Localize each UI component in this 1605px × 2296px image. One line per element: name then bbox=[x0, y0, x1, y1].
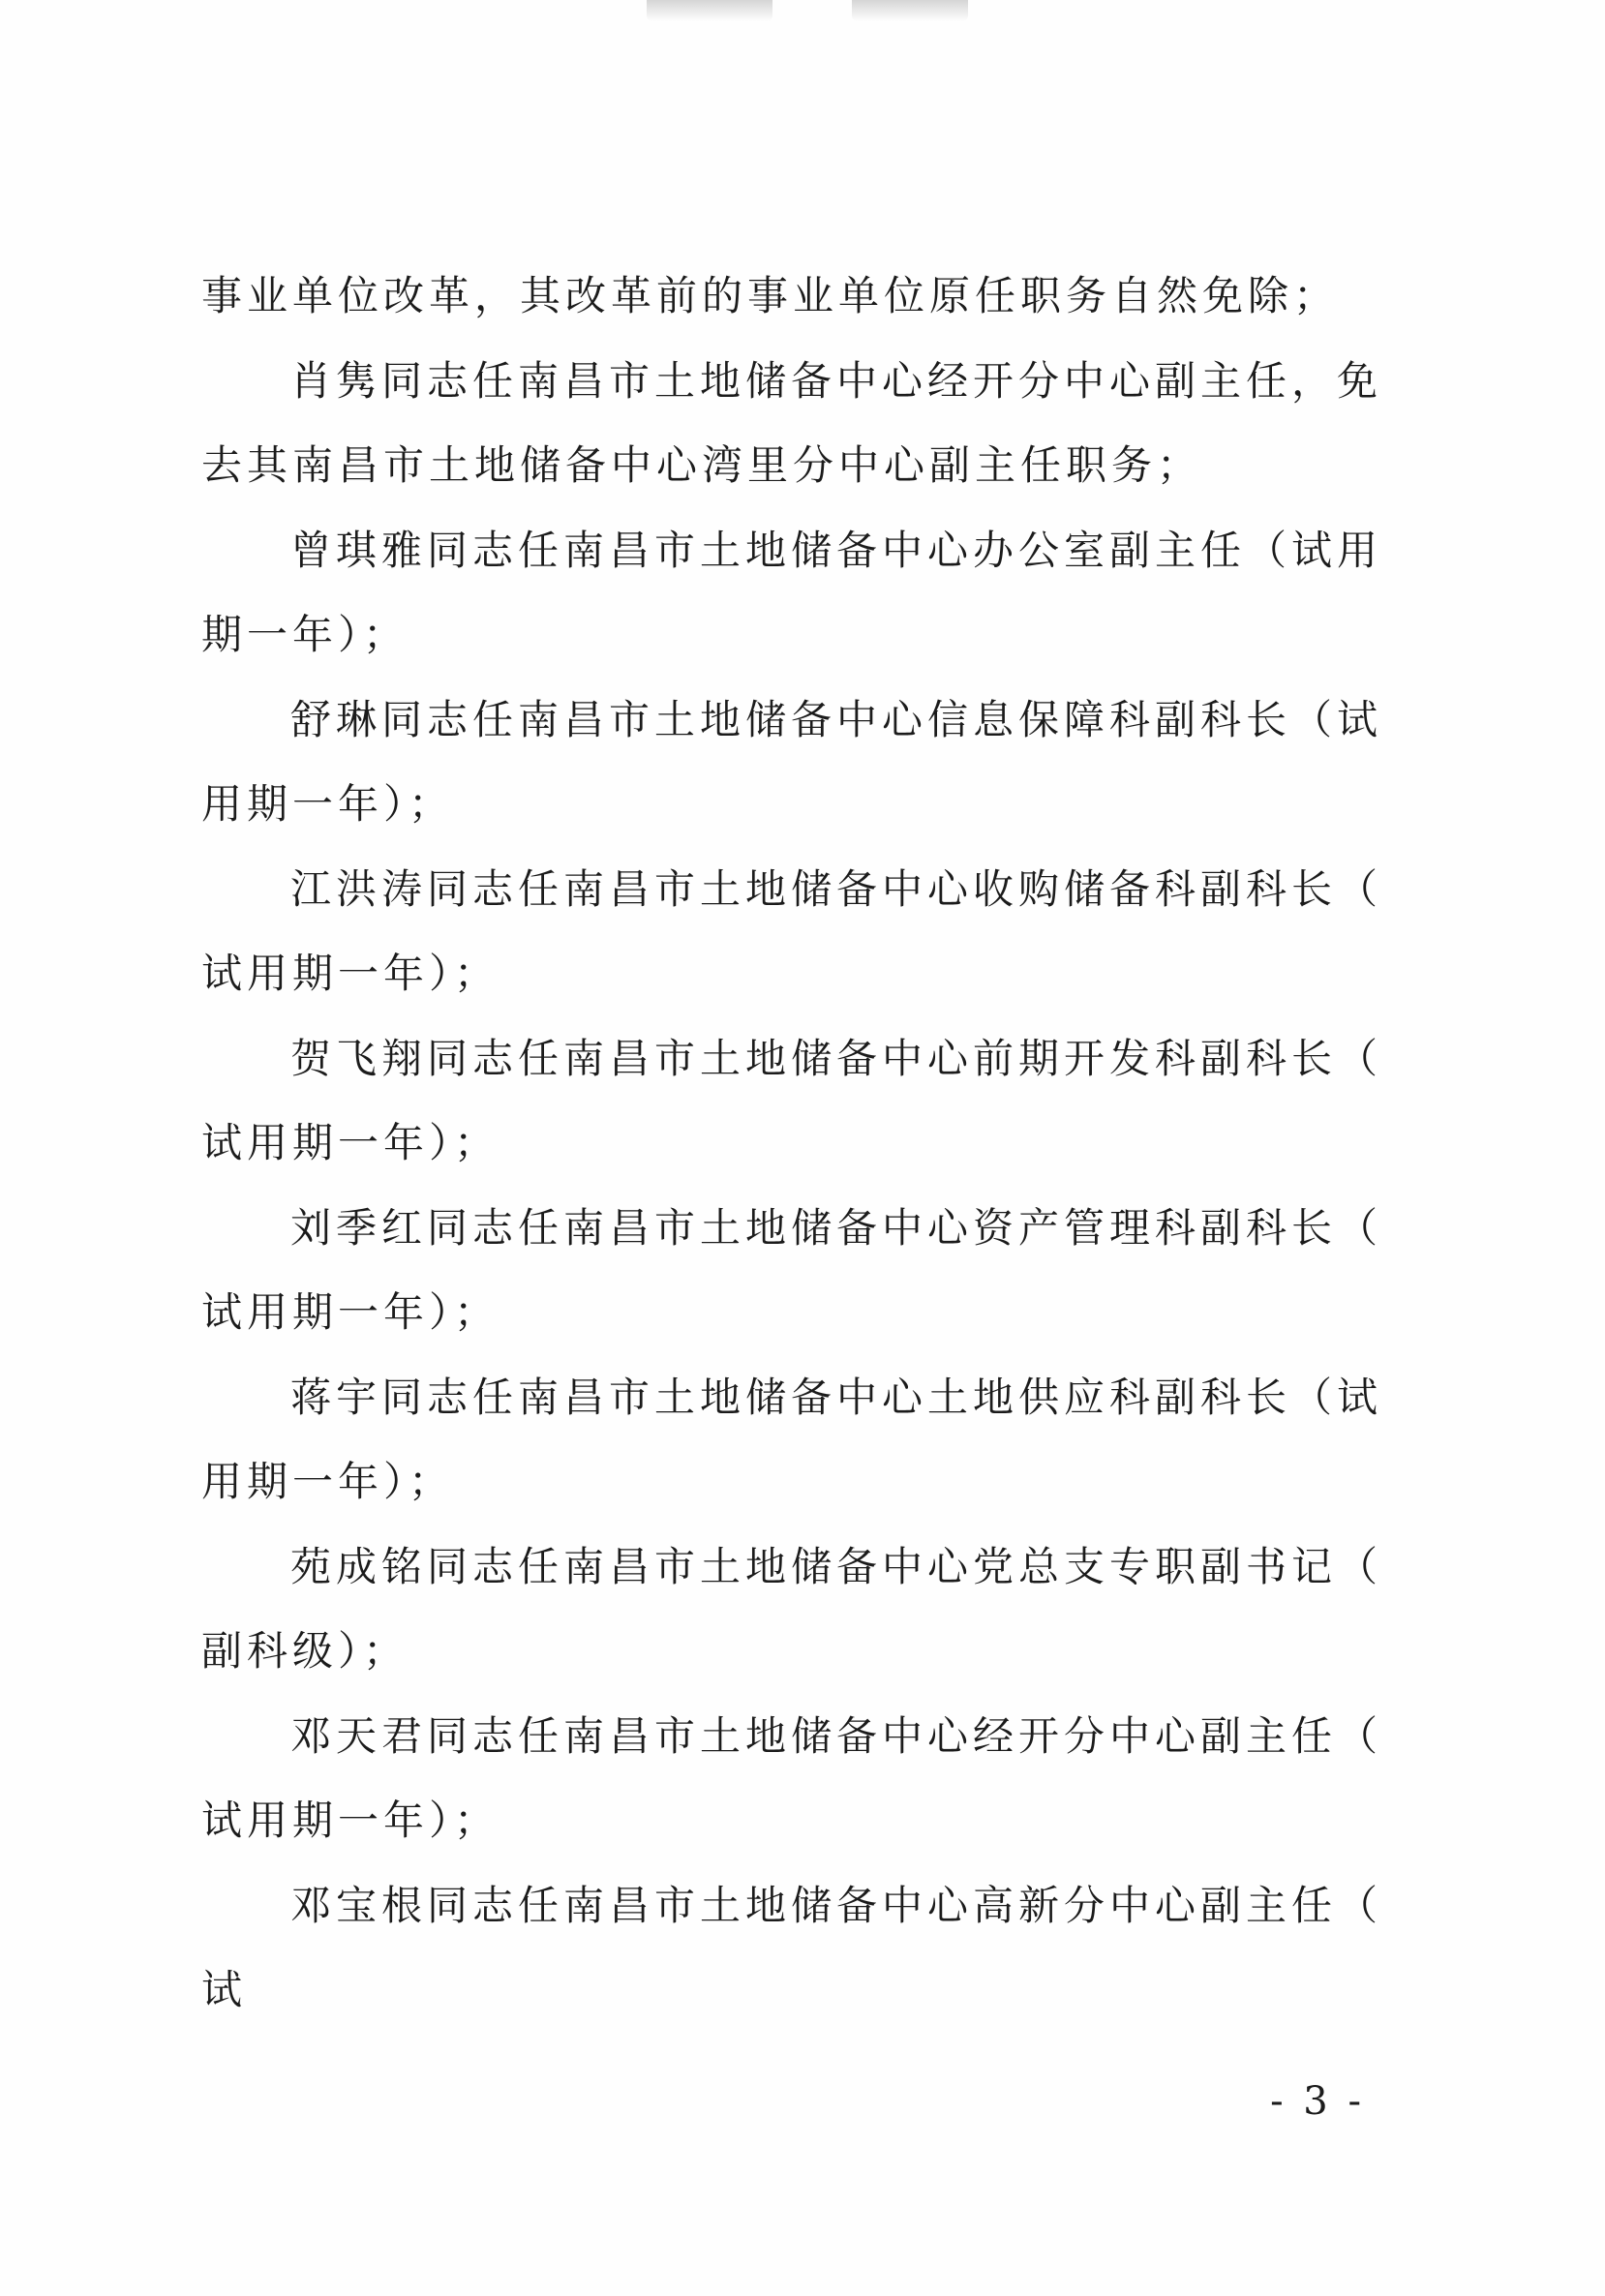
paragraph-appointment: 邓天君同志任南昌市土地储备中心经开分中心副主任（试用期一年）； bbox=[201, 1711, 1383, 1844]
document-body bbox=[201, 254, 1382, 2033]
paragraph-appointment: 肖隽同志任南昌市土地储备中心经开分中心副主任，免去其南昌市土地储备中心湾里分中心副主任职务； bbox=[201, 356, 1383, 489]
paragraph-appointment: 江洪涛同志任南昌市土地储备中心收购储备科副科长（试用期一年）； bbox=[201, 864, 1383, 997]
paragraph-appointment: 贺飞翔同志任南昌市土地储备中心前期开发科副科长（试用期一年）； bbox=[201, 1034, 1383, 1166]
paragraph-continuation: 事业单位改革，其改革前的事业单位原任职务自然免除； bbox=[201, 272, 1340, 319]
page-number: - 3 - bbox=[1270, 2079, 1365, 2124]
scan-artifact bbox=[852, 0, 968, 21]
paragraph-appointment: 刘季红同志任南昌市土地储备中心资产管理科副科长（试用期一年）； bbox=[201, 1203, 1383, 1336]
paragraph-appointment: 舒琳同志任南昌市土地储备中心信息保障科副科长（试用期一年）； bbox=[201, 695, 1383, 828]
scan-artifact bbox=[647, 0, 772, 21]
paragraph-appointment: 曾琪雅同志任南昌市土地储备中心办公室副主任（试用期一年）； bbox=[201, 526, 1383, 658]
paragraph-appointment: 蒋宇同志任南昌市土地储备中心土地供应科副科长（试用期一年）； bbox=[201, 1373, 1383, 1505]
paragraph-appointment: 邓宝根同志任南昌市土地储备中心高新分中心副主任（试 bbox=[201, 1881, 1383, 2013]
paragraph-appointment: 苑成铭同志任南昌市土地储备中心党总支专职副书记（副科级）； bbox=[201, 1542, 1383, 1675]
